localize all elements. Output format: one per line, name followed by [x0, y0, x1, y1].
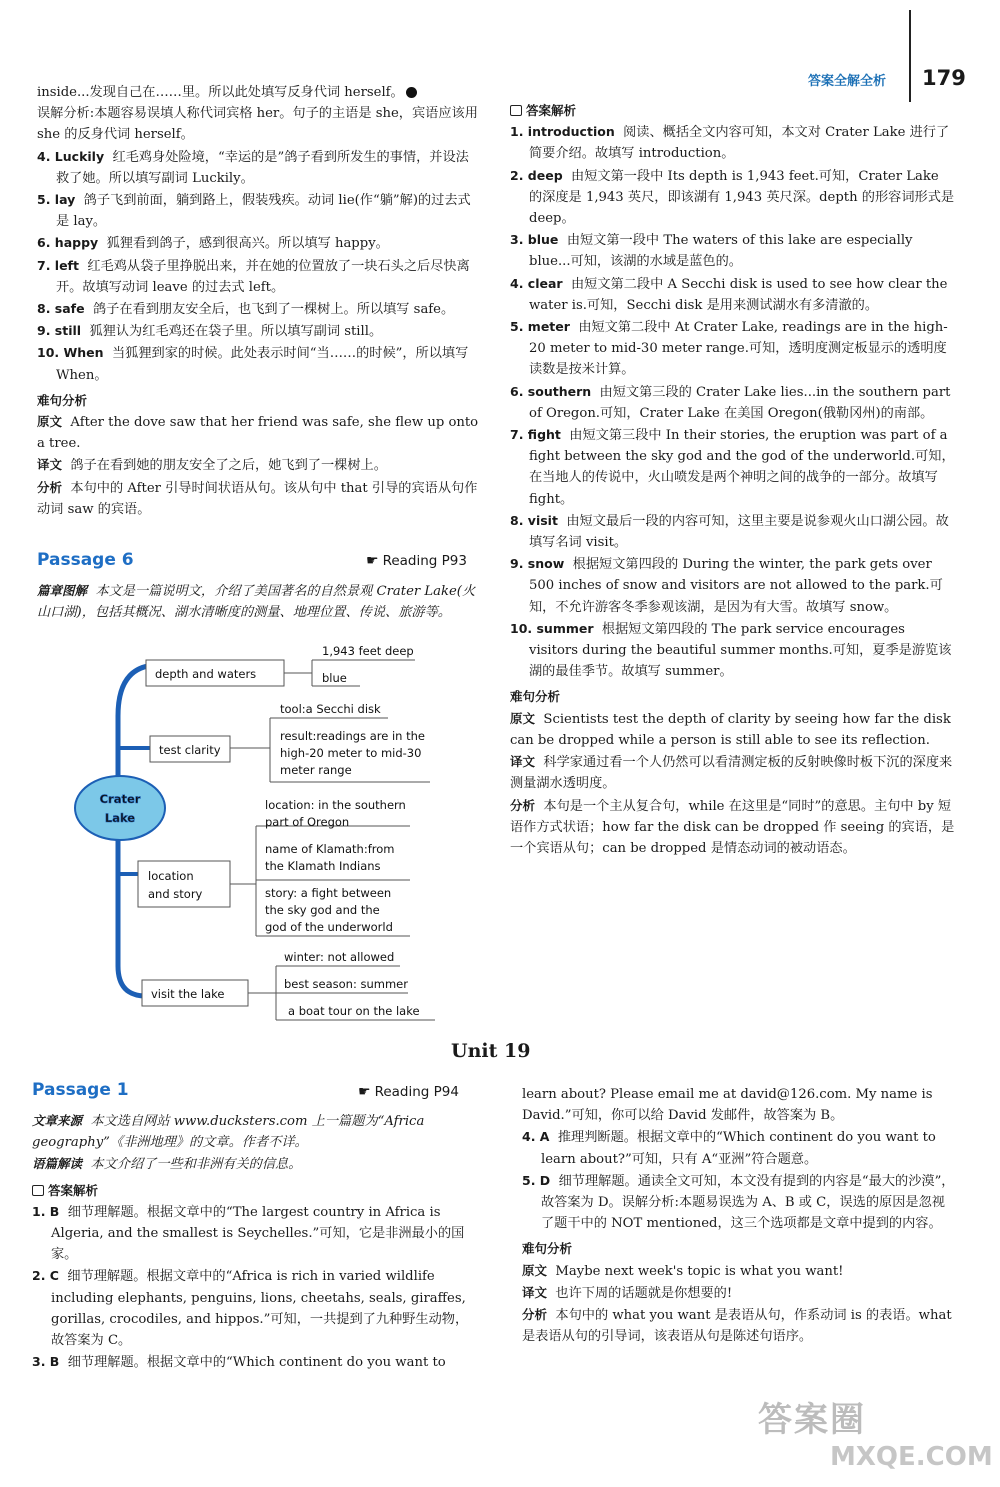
br-continuation: learn about? Please email me at david@126.com. My name is David.”可知，你可以给 David 发邮件，故答案为 B。: [522, 1087, 933, 1124]
tr-item: 9. snow 根据短文第四段的 During the winter, the park gets over 500 inches of snow and visitors are not allowed to the park.可知，不允许游客冬季参观该湖，是因为有大雪。故填写 snow。: [510, 556, 943, 615]
top-left-column: [37, 81, 479, 520]
tr-item: 7. fight 由短文第三段中 In their stories, the eruption was part of a fight between the sky god and the god of the underworld.可知，在当地人的传说中，火山喷发是两个神明之间的战争的一部分。故填写 fight。: [510, 427, 955, 507]
tr-item: 2. deep 由短文第一段中 Its depth is 1,943 feet.可知，Crater Lake 的深度是 1,943 英尺，即该湖有 1,943 英尺深。depth 的形容词形式是 deep。: [510, 167, 955, 227]
tl-item-8: 10. When 当狐狸到家的时候。此处表示时间“当……的时候”，所以填写 When。: [37, 345, 469, 383]
bl-item: 2. C 细节理解题。根据文章中的“Africa is rich in varied wildlife including elephants, penguins, lions, cheetahs, seals, giraffes, gorillas, crocodiles, and hippos.”可知，一共提到了九种野生动物，故答案为 C。: [32, 1268, 469, 1349]
leaf-label: high-20 meter to mid-30: [280, 746, 422, 760]
leaf-label: best season: summer: [284, 977, 408, 991]
tl-item-0: inside...发现自己在……里。所以此处填写反身代词 herself。: [37, 81, 479, 103]
tl-item-2: 4. Luckily 红毛鸡身处险境，“幸运的是”鸽子看到所发生的事情，并设法救了她。所以填写副词 Luckily。: [37, 148, 469, 186]
leaf-label: 1,943 feet deep: [322, 644, 414, 658]
leaf-label: blue: [322, 671, 347, 685]
answer-heading: 答案解析: [32, 1180, 480, 1201]
branch-label: test clarity: [159, 743, 221, 757]
lock-icon: [510, 105, 522, 116]
tr-hard-row: 原文 Scientists test the depth of clarity by seeing how far the disk can be dropped while a person is still able to see its reflection.: [510, 710, 951, 748]
br-hard-row: 分析 本句中的 what you want 是表语从句，作系动词 is 的表语。what 是表语从句的引导词，该表语从句是陈述句语序。: [522, 1307, 952, 1345]
tl-hard-heading: 难句分析: [37, 392, 88, 408]
article-source: 文章来源 本文选自网站 www.ducksters.com 上一篇题为“Africa geography”《非洲地理》的文章。作者不详。: [32, 1113, 425, 1151]
tr-item: 3. blue 由短文第一段中 The waters of this lake are especially blue...可知，该湖的水域是蓝色的。: [510, 232, 913, 270]
center-node: [75, 776, 165, 840]
watermark-url: MXQE.COM: [830, 1442, 993, 1472]
header-title: 答案全解全析: [808, 74, 887, 89]
tr-item: 1. introduction 阅读、概括全文内容可知，本文对 Crater Lake 进行了简要介绍。故填写 introduction。: [510, 124, 950, 162]
crater-lake-mind-map: [70, 636, 470, 1026]
branch-label: visit the lake: [151, 987, 225, 1001]
tr-item: 8. visit 由短文最后一段的内容可知，这里主要是说参观火山口湖公园。故填写名词 visit。: [510, 512, 949, 551]
tl-hard-row: 原文 After the dove saw that her friend was safe, she flew up onto a tree.: [37, 414, 479, 452]
article-reading: 语篇解读 本文介绍了一些和非洲有关的信息。: [32, 1156, 302, 1173]
leaf-label: winter: not allowed: [284, 950, 395, 964]
header-divider: [909, 10, 911, 102]
pointing-hand-icon: ☛: [358, 1084, 371, 1100]
tr-hard-row: 分析 本句是一个主从复合句，while 在这里是“同时”的意思。主句中 by 短语作方式状语；how far the disk can be dropped 作 seeing 的宾语，是一个宾语从句；can be dropped 是情态动词的被动语态。: [510, 797, 955, 856]
tr-item: 5. meter 由短文第二段中 At Crater Lake, readings are in the high-20 meter to mid-30 meter range.可知，透明度测定板显示的透明度读数是按米计算。: [510, 319, 948, 378]
leaf-label: the Klamath Indians: [265, 859, 381, 873]
tr-item: 10. summer 根据短文第四段的 The park service encourages visitors during the beautiful summer months.可知，夏季是游览该湖的最佳季节。故填写 summer。: [510, 620, 952, 680]
tr-hard-row: 译文 科学家通过看一个人仍然可以看清测定板的反射映像时板下沉的深度来测量湖水透明度。: [510, 754, 953, 792]
top-right-column: [510, 96, 955, 859]
bl-item: 1. B 细节理解题。根据文章中的“The largest country in Africa is Algeria, and the smallest is Seychelles.”可知，它是非洲最小的国家。: [32, 1203, 465, 1263]
tl-item-7: 9. still 狐狸认为红毛鸡还在袋子里。所以填写副词 still。: [37, 323, 383, 340]
leaf-label: story: a fight between: [265, 886, 392, 900]
tl-item-5: 7. left 红毛鸡从袋子里挣脱出来，并在她的位置放了一块石头之后尽快离开。故填写动词 leave 的过去式 left。: [37, 257, 470, 295]
tr-item: 4. clear 由短文第二段中 A Secchi disk is used to see how clear the water is.可知，Secchi disk 是用来测试湖水有多清澈的。: [510, 275, 948, 313]
tl-item-4: 6. happy 狐狸看到鸽子，感到很高兴。所以填写 happy。: [37, 235, 389, 252]
tl-hard-row: 译文 鸽子在看到她的朋友安全了之后，她飞到了一棵树上。: [37, 457, 387, 474]
passage1-title: Passage 1: [32, 1080, 129, 1100]
tl-hard-row: 分析 本句中的 After 引导时间状语从句。该从句中 that 引导的宾语从句作动词 saw 的宾语。: [37, 479, 478, 517]
unit-title: Unit 19: [451, 1040, 531, 1062]
answer-heading: 答案解析: [510, 100, 955, 121]
tr-hard-heading: 难句分析: [510, 689, 561, 705]
leaf-label: the sky god and the: [265, 903, 380, 917]
leaf-label: name of Klamath:from: [265, 842, 395, 856]
center-label-1: Crater: [99, 792, 141, 806]
tl-item-6: 8. safe 鸽子在看到朋友安全后，也飞到了一棵树上。所以填写 safe。: [37, 301, 455, 318]
leaf-label: god of the underworld: [265, 920, 393, 934]
bottom-right-column: [522, 1084, 955, 1347]
tr-item: 6. southern 由短文第三段的 Crater Lake lies...in the southern part of Oregon.可知，Crater Lake 在美国 Oregon(俄勒冈州)的南部。: [510, 383, 951, 421]
watermark-logo: 答案圈: [758, 1400, 866, 1440]
lock-icon: [32, 1185, 44, 1196]
bullet-icon: [406, 87, 417, 98]
passage6-intro: 篇章图解 本文是一篇说明文，介绍了美国著名的自然景观 Crater Lake(火山口湖)，包括其概况、湖水清晰度的测量、地理位置、传说、旅游等。: [37, 583, 476, 621]
br-hard-heading: 难句分析: [522, 1241, 573, 1257]
br-hard-row: 原文 Maybe next week's topic is what you want!: [522, 1262, 844, 1279]
bottom-left-column: [32, 1110, 480, 1373]
branch-label: and story: [148, 887, 203, 901]
passage1-reading-ref: ☛ Reading P94: [358, 1084, 459, 1100]
leaf-label: location: in the southern: [265, 798, 406, 812]
bl-item: 3. B 细节理解题。根据文章中的“Which continent do you want to: [32, 1354, 446, 1371]
br-hard-row: 译文 也许下周的话题就是你想要的!: [522, 1284, 733, 1301]
page-number: 179: [922, 66, 966, 90]
br-item: 4. A 推理判断题。根据文章中的“Which continent do you want to learn about?”可知，只有 A“亚洲”符合题意。: [522, 1129, 936, 1167]
center-label-2: Lake: [104, 811, 136, 825]
passage6-reading-ref: ☛ Reading P93: [366, 553, 467, 569]
leaf-label: tool:a Secchi disk: [280, 702, 381, 716]
br-item: 5. D 细节理解题。通读全文可知，本文没有提到的内容是“最大的沙漠”，故答案为 D。误解分析:本题易误选为 A、B 或 C，误选的原因是忽视了题干中的 NOT mentioned，这三个选项都是文章中提到的内容。: [522, 1172, 955, 1232]
branch-label: location: [148, 869, 194, 883]
pointing-hand-icon: ☛: [366, 553, 379, 569]
leaf-label: part of Oregon: [265, 815, 350, 829]
leaf-label: result:readings are in the: [280, 729, 426, 743]
passage6-title: Passage 6: [37, 550, 134, 570]
leaf-label: a boat tour on the lake: [288, 1004, 420, 1018]
tl-item-3: 5. lay 鸽子飞到前面，躺到路上，假装残疾。动词 lie(作“躺”解)的过去式是 lay。: [37, 192, 471, 230]
tl-item-1: 误解分析:本题容易误填人称代词宾格 her。句子的主语是 she，宾语应该用 she 的反身代词 herself。: [37, 106, 478, 143]
leaf-label: meter range: [280, 763, 352, 777]
branch-label: depth and waters: [155, 667, 257, 681]
